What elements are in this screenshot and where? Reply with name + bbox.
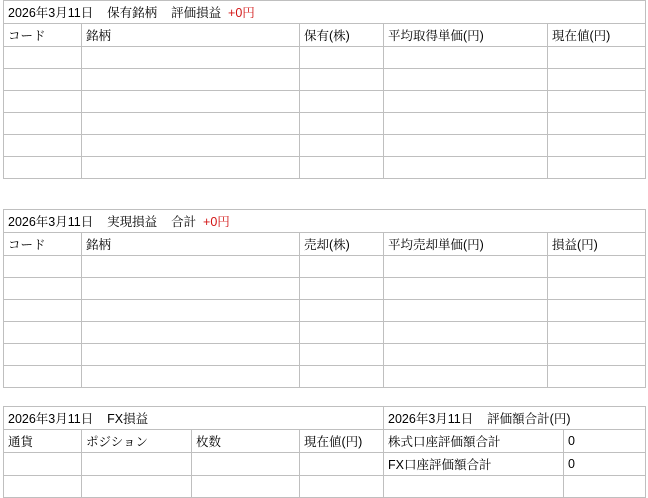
valuation-row-value-fx: 0: [564, 453, 646, 476]
table-row[interactable]: [4, 47, 646, 69]
cell-name[interactable]: [82, 91, 300, 113]
cell-code[interactable]: [4, 366, 82, 388]
realized-title-label: 実現損益: [107, 215, 158, 229]
cell-name[interactable]: [82, 278, 300, 300]
cell-avg-sell-price[interactable]: [384, 366, 548, 388]
realized-header-code: コード: [4, 233, 82, 256]
valuation-row-value-stock: 0: [564, 430, 646, 453]
cell-avg-cost[interactable]: [384, 91, 548, 113]
holdings-title-metric: 評価損益: [171, 6, 222, 20]
cell-lots[interactable]: [192, 476, 300, 498]
cell-avg-cost[interactable]: [384, 135, 548, 157]
cell-name[interactable]: [82, 157, 300, 179]
fx-valuation-title-row: [4, 407, 646, 430]
cell-avg-sell-price[interactable]: [384, 256, 548, 278]
cell-name[interactable]: [82, 47, 300, 69]
table-row[interactable]: [4, 113, 646, 135]
realized-title-date: 2026年3月11日: [8, 215, 94, 229]
cell-sold-shares[interactable]: [300, 278, 384, 300]
fx-header-current-price: 現在値(円): [300, 430, 384, 453]
cell-shares[interactable]: [300, 135, 384, 157]
table-row[interactable]: [4, 91, 646, 113]
cell-current-price[interactable]: [548, 91, 646, 113]
cell-sold-shares[interactable]: [300, 322, 384, 344]
holdings-title-value: +0円: [228, 6, 255, 20]
table-row[interactable]: [4, 256, 646, 278]
table-row[interactable]: [4, 322, 646, 344]
realized-header-avg-sell-price: 平均売却単価(円): [384, 233, 548, 256]
cell-lots[interactable]: [192, 453, 300, 476]
cell-code[interactable]: [4, 135, 82, 157]
cell-sold-shares[interactable]: [300, 366, 384, 388]
cell-pl[interactable]: [548, 366, 646, 388]
realized-header-name: 銘柄: [82, 233, 300, 256]
valuation-row-label-fx: FX口座評価額合計: [384, 453, 564, 476]
cell-code[interactable]: [4, 322, 82, 344]
cell-pl[interactable]: [548, 344, 646, 366]
holdings-header-shares: 保有(株): [300, 24, 384, 47]
table-row[interactable]: [4, 157, 646, 179]
fx-title-label: FX損益: [107, 412, 149, 426]
section-gap: [0, 179, 648, 209]
table-row[interactable]: [4, 453, 646, 476]
fx-header-position: ポジション: [82, 430, 192, 453]
table-row[interactable]: [4, 135, 646, 157]
cell-name[interactable]: [82, 256, 300, 278]
fx-header-row: [4, 430, 646, 453]
cell-shares[interactable]: [300, 113, 384, 135]
holdings-title-cell: [4, 1, 646, 24]
holdings-header-current-price: 現在値(円): [548, 24, 646, 47]
cell-avg-cost[interactable]: [384, 157, 548, 179]
valuation-title-cell: [384, 407, 646, 430]
fx-and-valuation-table: [3, 406, 646, 498]
cell-code[interactable]: [4, 344, 82, 366]
cell-shares[interactable]: [300, 157, 384, 179]
section-gap-2: [0, 388, 648, 406]
cell-name[interactable]: [82, 366, 300, 388]
cell-avg-sell-price[interactable]: [384, 322, 548, 344]
table-row[interactable]: [4, 278, 646, 300]
cell-pl[interactable]: [548, 300, 646, 322]
cell-currency[interactable]: [4, 453, 82, 476]
cell-code[interactable]: [4, 113, 82, 135]
cell-pl[interactable]: [548, 256, 646, 278]
holdings-header-name: 銘柄: [82, 24, 300, 47]
cell-current-price[interactable]: [548, 113, 646, 135]
valuation-row-label-stock: 株式口座評価額合計: [384, 430, 564, 453]
cell-current-price[interactable]: [548, 157, 646, 179]
cell-valuation-extra-label[interactable]: [384, 476, 564, 498]
cell-code[interactable]: [4, 69, 82, 91]
cell-shares[interactable]: [300, 69, 384, 91]
fx-header-currency: 通貨: [4, 430, 82, 453]
realized-title-metric: 合計: [171, 215, 197, 229]
fx-title-date: 2026年3月11日: [8, 412, 94, 426]
cell-name[interactable]: [82, 135, 300, 157]
table-row[interactable]: [4, 69, 646, 91]
realized-header-row: [4, 233, 646, 256]
cell-sold-shares[interactable]: [300, 300, 384, 322]
valuation-title-label: 評価額合計(円): [487, 412, 571, 426]
cell-pl[interactable]: [548, 322, 646, 344]
cell-current-price[interactable]: [548, 69, 646, 91]
cell-name[interactable]: [82, 113, 300, 135]
cell-current-price[interactable]: [300, 453, 384, 476]
cell-code[interactable]: [4, 300, 82, 322]
table-row[interactable]: [4, 366, 646, 388]
cell-code[interactable]: [4, 278, 82, 300]
fx-title-cell: [4, 407, 384, 430]
cell-sold-shares[interactable]: [300, 344, 384, 366]
realized-title-value: +0円: [203, 215, 230, 229]
cell-name[interactable]: [82, 69, 300, 91]
holdings-title-date: 2026年3月11日: [8, 6, 94, 20]
cell-current-price[interactable]: [300, 476, 384, 498]
cell-currency[interactable]: [4, 476, 82, 498]
cell-name[interactable]: [82, 300, 300, 322]
valuation-title-date: 2026年3月11日: [388, 412, 474, 426]
table-row[interactable]: [4, 300, 646, 322]
cell-current-price[interactable]: [548, 47, 646, 69]
fx-header-lots: 枚数: [192, 430, 300, 453]
realized-pl-table: [3, 209, 646, 388]
cell-avg-sell-price[interactable]: [384, 300, 548, 322]
cell-avg-cost[interactable]: [384, 47, 548, 69]
cell-code[interactable]: [4, 256, 82, 278]
cell-avg-cost[interactable]: [384, 69, 548, 91]
holdings-table: [3, 0, 646, 179]
holdings-header-code: コード: [4, 24, 82, 47]
holdings-title-row: [4, 1, 646, 24]
cell-position[interactable]: [82, 476, 192, 498]
holdings-header-avg-cost: 平均取得単価(円): [384, 24, 548, 47]
cell-avg-sell-price[interactable]: [384, 344, 548, 366]
realized-header-pl: 損益(円): [548, 233, 646, 256]
cell-shares[interactable]: [300, 91, 384, 113]
holdings-title-label: 保有銘柄: [107, 6, 158, 20]
table-row[interactable]: [4, 476, 646, 498]
cell-valuation-extra-value[interactable]: [564, 476, 646, 498]
cell-code[interactable]: [4, 157, 82, 179]
cell-current-price[interactable]: [548, 135, 646, 157]
cell-name[interactable]: [82, 322, 300, 344]
realized-header-sold-shares: 売却(株): [300, 233, 384, 256]
realized-title-row: [4, 210, 646, 233]
cell-shares[interactable]: [300, 47, 384, 69]
cell-code[interactable]: [4, 47, 82, 69]
cell-avg-sell-price[interactable]: [384, 278, 548, 300]
cell-pl[interactable]: [548, 278, 646, 300]
cell-sold-shares[interactable]: [300, 256, 384, 278]
table-row[interactable]: [4, 344, 646, 366]
cell-code[interactable]: [4, 91, 82, 113]
realized-title-cell: [4, 210, 646, 233]
holdings-header-row: [4, 24, 646, 47]
cell-position[interactable]: [82, 453, 192, 476]
cell-name[interactable]: [82, 344, 300, 366]
cell-avg-cost[interactable]: [384, 113, 548, 135]
